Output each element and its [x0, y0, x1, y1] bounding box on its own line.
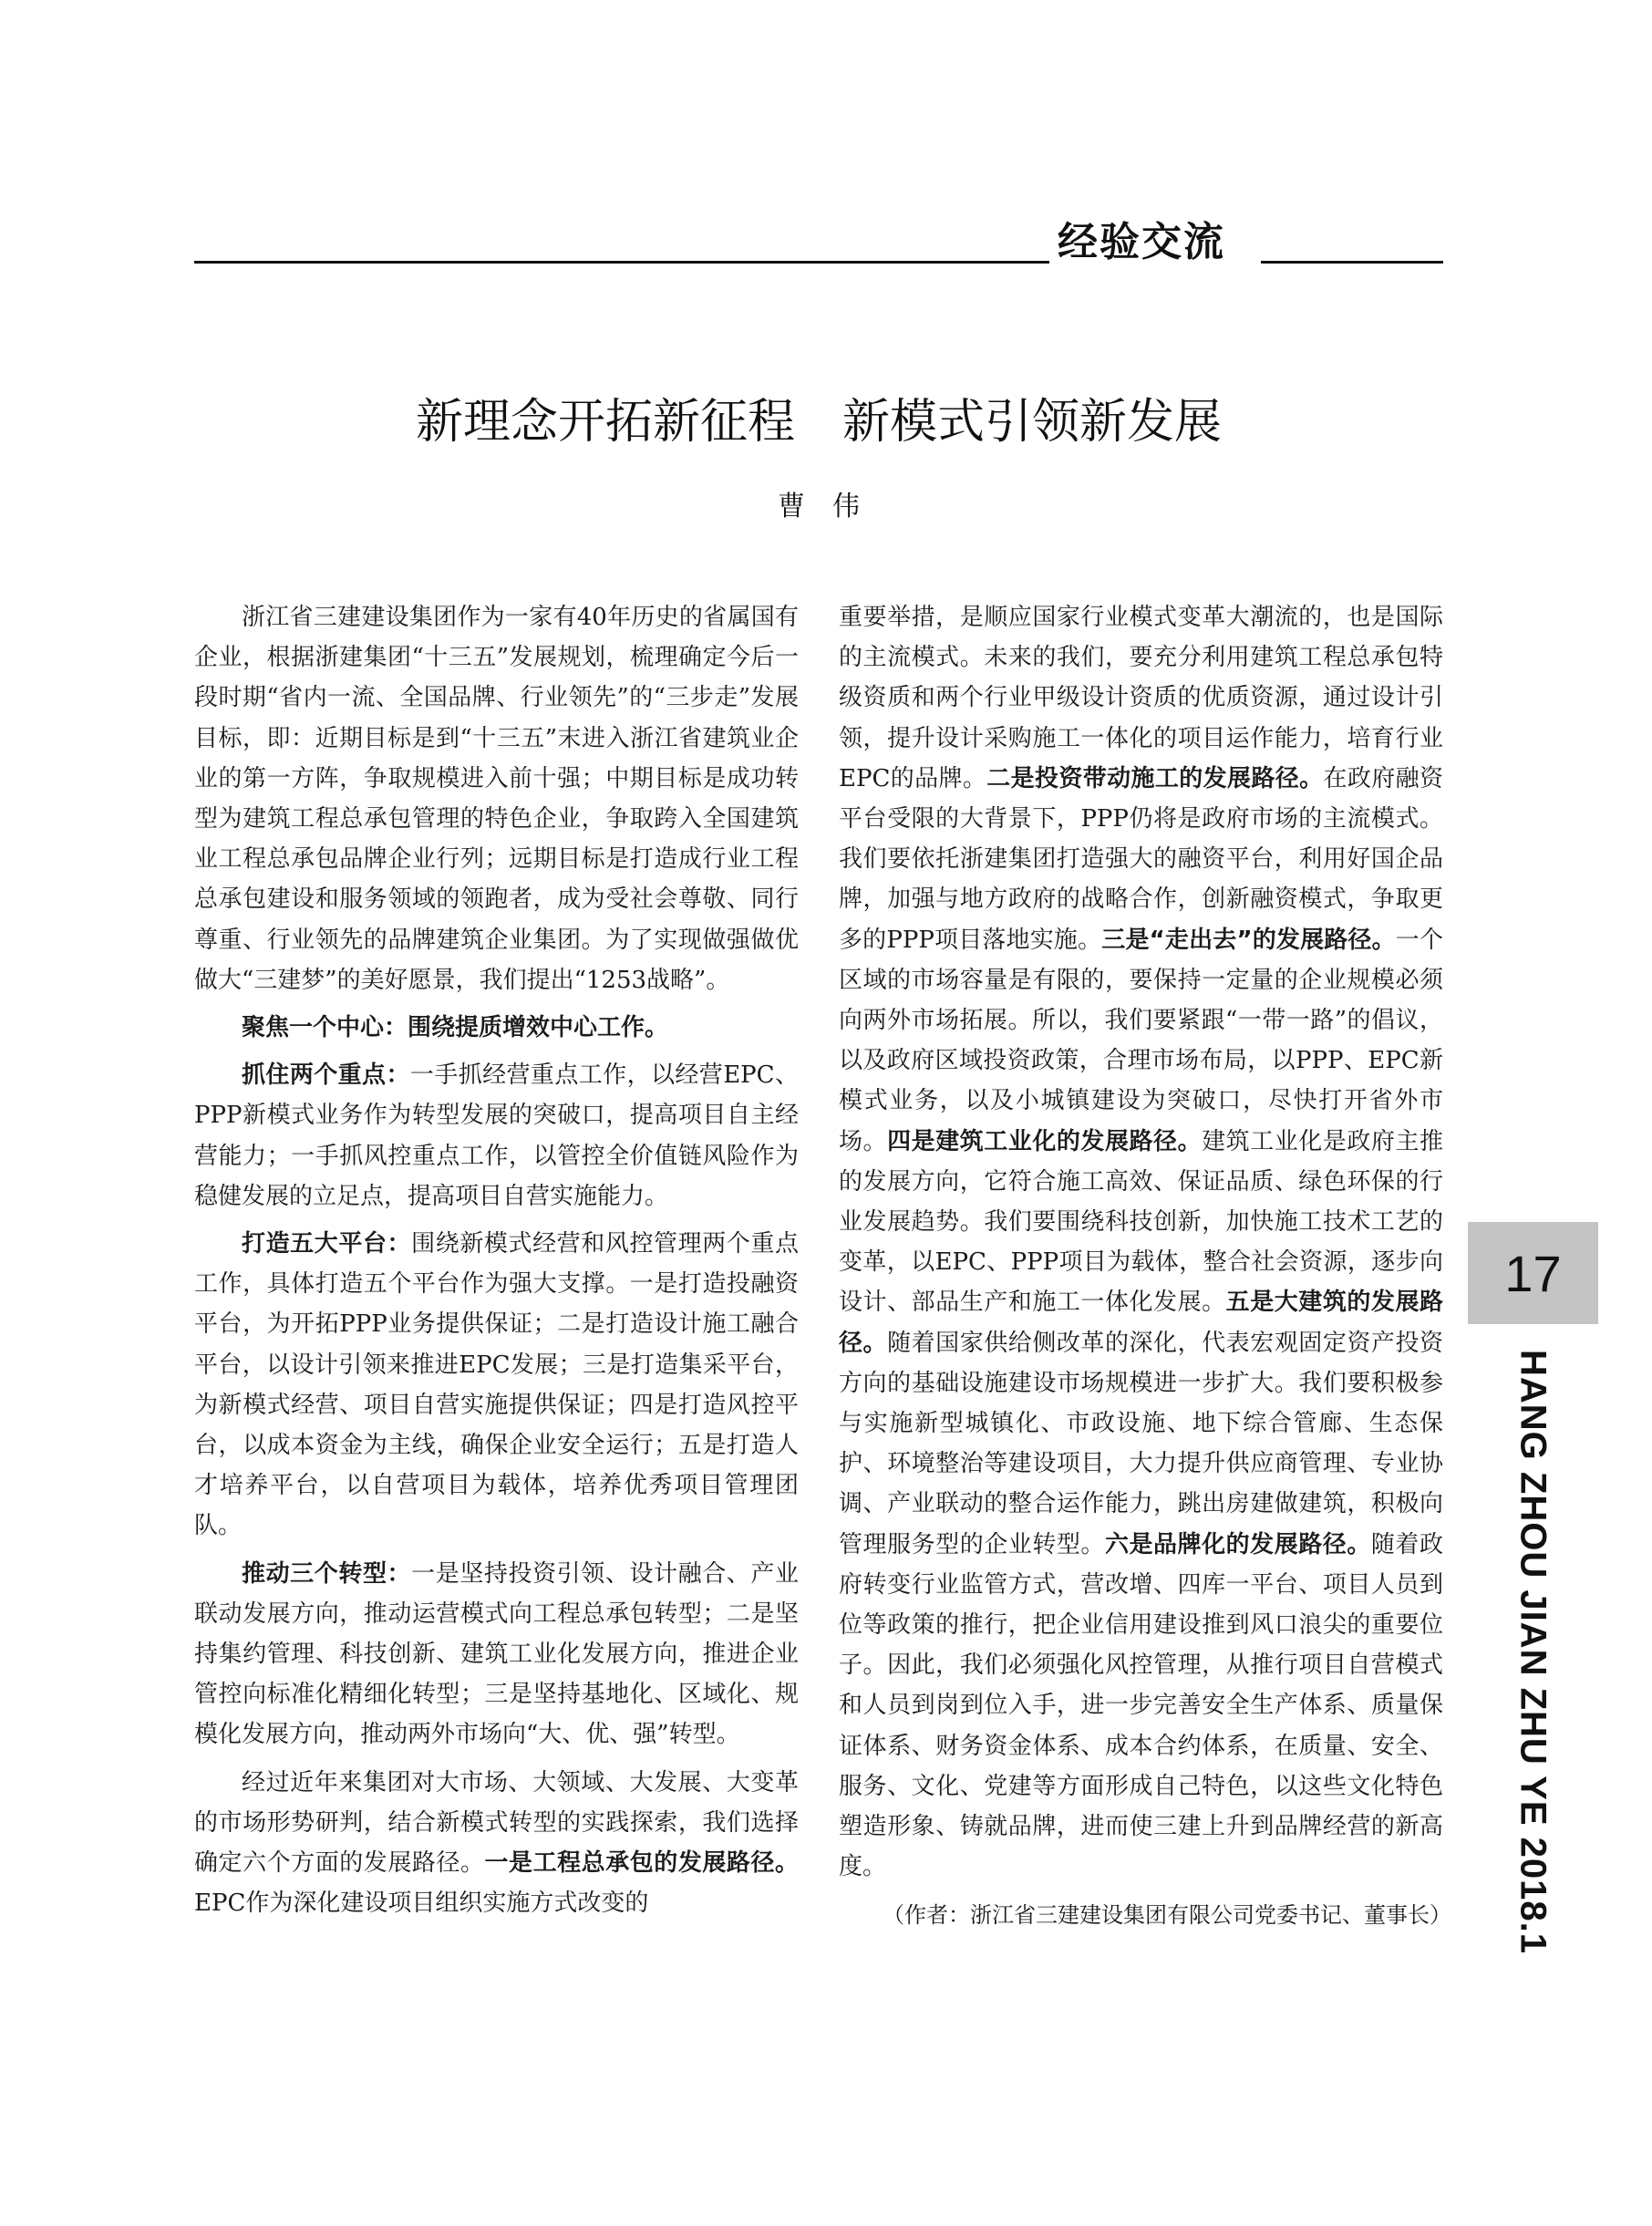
paragraph [194, 1763, 799, 1924]
header-rule-left [194, 261, 1049, 264]
paragraph-text: 一是坚持投资引领、设计融合、产业联动发展方向，推动运营模式向工程总承包转型；二是坚持集约管理、科技创新、建筑工业化发展方向，推进企业管控向标准化精细化转型；三是坚持基地化、区域化、规模化发展方向，推动两外市场向“大、优、强”转型。 [194, 1559, 799, 1749]
section-label: 经验交流 [1058, 219, 1225, 265]
paragraph-text: 一个区域的市场容量是有限的，要保持一定量的企业规模必须向两外市场拓展。所以，我们要紧跟“一带一路”的倡议，以及政府区域投资政策，合理市场布局，以PPP、EPC新模式业务，以及小城镇建设为突破口，尽快打开省外市场。 [839, 926, 1443, 1155]
paragraph [839, 597, 1443, 1888]
page-number: 17 [1504, 1244, 1562, 1302]
lead-in: 打造五大平台： [242, 1230, 412, 1258]
paragraph [194, 1008, 799, 1048]
paragraph-text: 随着政府转变行业监管方式，营改增、四库一平台、项目人员到位等政策的推行，把企业信用建设推到风口浪尖的重要位子。因此，我们必须强化风控管理，从推行项目自营模式和人员到岗到位入手，进一步完善安全生产体系、质量保证体系、财务资金体系、成本合约体系，在质量、安全、服务、文化、党建等方面形成自己特色，以这些文化特色塑造形象、铸就品牌，进而使三建上升到品牌经营的新高度。 [839, 1530, 1443, 1881]
right-column [839, 597, 1451, 1935]
lead-in: 五是大建筑的发展路径。 [839, 1289, 1443, 1357]
article-title: 新理念开拓新征程 新模式引领新发展 [415, 395, 1222, 450]
paragraph [194, 1055, 799, 1217]
lead-in: 四是建筑工业化的发展路径。 [887, 1127, 1203, 1155]
lead-in: 三是“走出去”的发展路径。 [1101, 926, 1396, 954]
paragraph-text: 在政府融资平台受限的大背景下，PPP仍将是政府市场的主流模式。我们要依托浙建集团打造强大的融资平台，利用好国企品牌，加强与地方政府的战略合作，创新融资模式，争取更多的PPP项目落地实施。 [839, 764, 1443, 954]
paragraph [194, 1554, 799, 1755]
paragraph-text: 重要举措，是顺应国家行业模式变革大潮流的，也是国际的主流模式。未来的我们，要充分利用建筑工程总承包特级资质和两个行业甲级设计资质的优质资源，通过设计引领，提升设计采购施工一体化的项目运作能力，培育行业EPC的品牌。 [839, 604, 1443, 792]
lead-in: 一是工程总承包的发展路径。 [484, 1849, 799, 1878]
article-author: 曹 伟 [778, 491, 860, 523]
paragraph [194, 1224, 799, 1547]
lead-in: 六是品牌化的发展路径。 [1104, 1530, 1371, 1558]
left-column [194, 597, 799, 1924]
journal-name: HANG ZHOU JIAN ZHU YE 2018.1 [1513, 1350, 1554, 1954]
paragraph-text: EPC作为深化建设项目组织实施方式改变的 [194, 1890, 649, 1918]
lead-in: 聚焦一个中心：围绕提质增效中心工作。 [242, 1014, 669, 1042]
author-note: （作者：浙江省三建建设集团有限公司党委书记、董事长） [883, 1901, 1451, 1928]
paragraph-text: 一手抓经营重点工作，以经营EPC、PPP新模式业务作为转型发展的突破口，提高项目自主经营能力；一手抓风控重点工作，以管控全价值链风险作为稳健发展的立足点，提高项目自营实施能力。 [194, 1061, 799, 1210]
header-rule-right [1261, 261, 1443, 264]
lead-in: 推动三个转型： [242, 1559, 412, 1588]
paragraph-text: 围绕新模式经营和风控管理两个重点工作，具体打造五个平台作为强大支撑。一是打造投融资平台，为开拓PPP业务提供保证；二是打造设计施工融合平台，以设计引领来推进EPC发展；三是打造集采平台，为新模式经营、项目自营实施提供保证；四是打造风控平台，以成本资金为主线，确保企业安全运行；五是打造人才培养平台，以自营项目为载体，培养优秀项目管理团队。 [194, 1230, 799, 1540]
lead-in: 二是投资带动施工的发展路径。 [986, 764, 1324, 792]
paragraph-text: 建筑工业化是政府主推的发展方向，它符合施工高效、保证品质、绿色环保的行业发展趋势。我们要围绕科技创新，加快施工技术工艺的变革，以EPC、PPP项目为载体，整合社会资源，逐步向设计、部品生产和施工一体化发展。 [839, 1127, 1443, 1317]
page-number-tab [1468, 1222, 1598, 1324]
paragraph-text: 经过近年来集团对大市场、大领域、大发展、大变革的市场形势研判，结合新模式转型的实践探索，我们选择确定六个方面的发展路径。 [194, 1768, 799, 1878]
paragraph: 浙江省三建建设集团作为一家有40年历史的省属国有企业，根据浙建集团“十三五”发展规划，梳理确定今后一段时期“省内一流、全国品牌、行业领先”的“三步走”发展目标，即：近期目标是到“十三五”末进入浙江省建筑业企业的第一方阵，争取规模进入前十强；中期目标是成功转型为建筑工程总承包管理的特色企业，争取跨入全国建筑业工程总承包品牌企业行列；远期目标是打造成行业工程总承包建设和服务领域的领跑者，成为受社会尊敬、同行尊重、行业领先的品牌建筑企业集团。为了实现做强做优做大“三建梦”的美好愿景，我们提出“1253战略”。 [194, 604, 799, 994]
lead-in: 抓住两个重点： [242, 1061, 410, 1090]
paragraph-text: 随着国家供给侧改革的深化，代表宏观固定资产投资方向的基础设施建设市场规模进一步扩大。我们要积极参与实施新型城镇化、市政设施、地下综合管廊、生态保护、环境整治等建设项目，大力提升供应商管理、专业协调、产业联动的整合运作能力，跳出房建做建筑，积极向管理服务型的企业转型。 [839, 1329, 1443, 1558]
journal-sidebar [1482, 1350, 1583, 1970]
